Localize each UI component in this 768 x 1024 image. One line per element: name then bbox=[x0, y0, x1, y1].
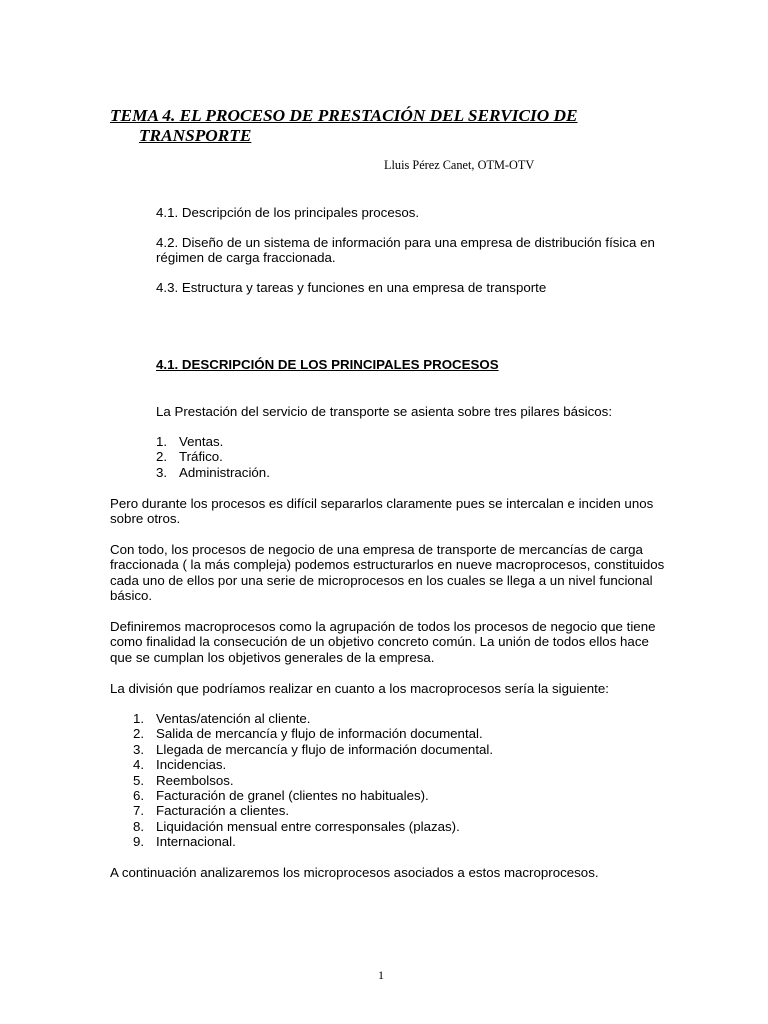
pillars-list bbox=[156, 434, 270, 480]
list-item: 8. Liquidación mensual entre corresponsales (plazas). bbox=[133, 818, 460, 834]
toc-item-2: 4.2. Diseño de un sistema de información para una empresa de distribución física en régimen de carga fraccionada. bbox=[156, 235, 655, 266]
title-line-1: TEMA 4. EL PROCESO DE PRESTACIÓN DEL SERVICIO DE bbox=[110, 106, 578, 125]
list-item: 9. Internacional. bbox=[133, 834, 236, 850]
title-line-2: TRANSPORTE bbox=[139, 126, 252, 145]
list-item: 5. Reembolsos. bbox=[133, 772, 234, 788]
list-item: 7. Facturación a clientes. bbox=[133, 803, 290, 819]
page-number: 1 bbox=[378, 968, 384, 982]
document-title bbox=[110, 106, 578, 146]
intro-paragraph: La Prestación del servicio de transporte se asienta sobre tres pilares básicos: bbox=[156, 404, 613, 419]
list-item: 3. Llegada de mercancía y flujo de información documental. bbox=[133, 741, 494, 757]
section-heading: 4.1. DESCRIPCIÓN DE LOS PRINCIPALES PROCESOS bbox=[156, 357, 499, 372]
list-item: 1. Ventas. bbox=[156, 434, 224, 449]
closing-paragraph: A continuación analizaremos los microprocesos asociados a estos macroprocesos. bbox=[110, 865, 599, 880]
toc-item-1: 4.1. Descripción de los principales procesos. bbox=[156, 205, 420, 220]
author-line: Lluis Pérez Canet, OTM-OTV bbox=[384, 158, 535, 172]
macroprocesos-list bbox=[133, 711, 493, 850]
list-item: 2. Tráfico. bbox=[156, 449, 223, 465]
paragraph-1: Pero durante los procesos es difícil separarlos claramente pues se intercalan e inciden unos sobre otros. bbox=[110, 496, 654, 527]
list-item: 3. Administración. bbox=[156, 464, 270, 480]
list-item: 6. Facturación de granel (clientes no habituales). bbox=[133, 788, 429, 804]
paragraph-4: La división que podríamos realizar en cuanto a los macroprocesos sería la siguiente: bbox=[110, 681, 609, 696]
paragraph-3: Definiremos macroprocesos como la agrupación de todos los procesos de negocio que tiene como finalidad la consecución de un objetivo concreto común. La unión de todos ellos hace que se cumplan los objetivos generales de la empresa. bbox=[110, 619, 656, 665]
list-item: 2. Salida de mercancía y flujo de información documental. bbox=[133, 726, 483, 742]
list-item: 4. Incidencias. bbox=[133, 757, 227, 773]
toc-item-3: 4.3. Estructura y tareas y funciones en una empresa de transporte bbox=[156, 280, 547, 295]
list-item: 1. Ventas/atención al cliente. bbox=[133, 711, 311, 726]
paragraph-2: Con todo, los procesos de negocio de una empresa de transporte de mercancías de carga fraccionada ( la más compleja) podemos estructurarlos en nueve macroprocesos, constituidos cada uno de ellos por una serie de microprocesos en los cuales se llega a un nivel funcional básico. bbox=[110, 542, 665, 604]
